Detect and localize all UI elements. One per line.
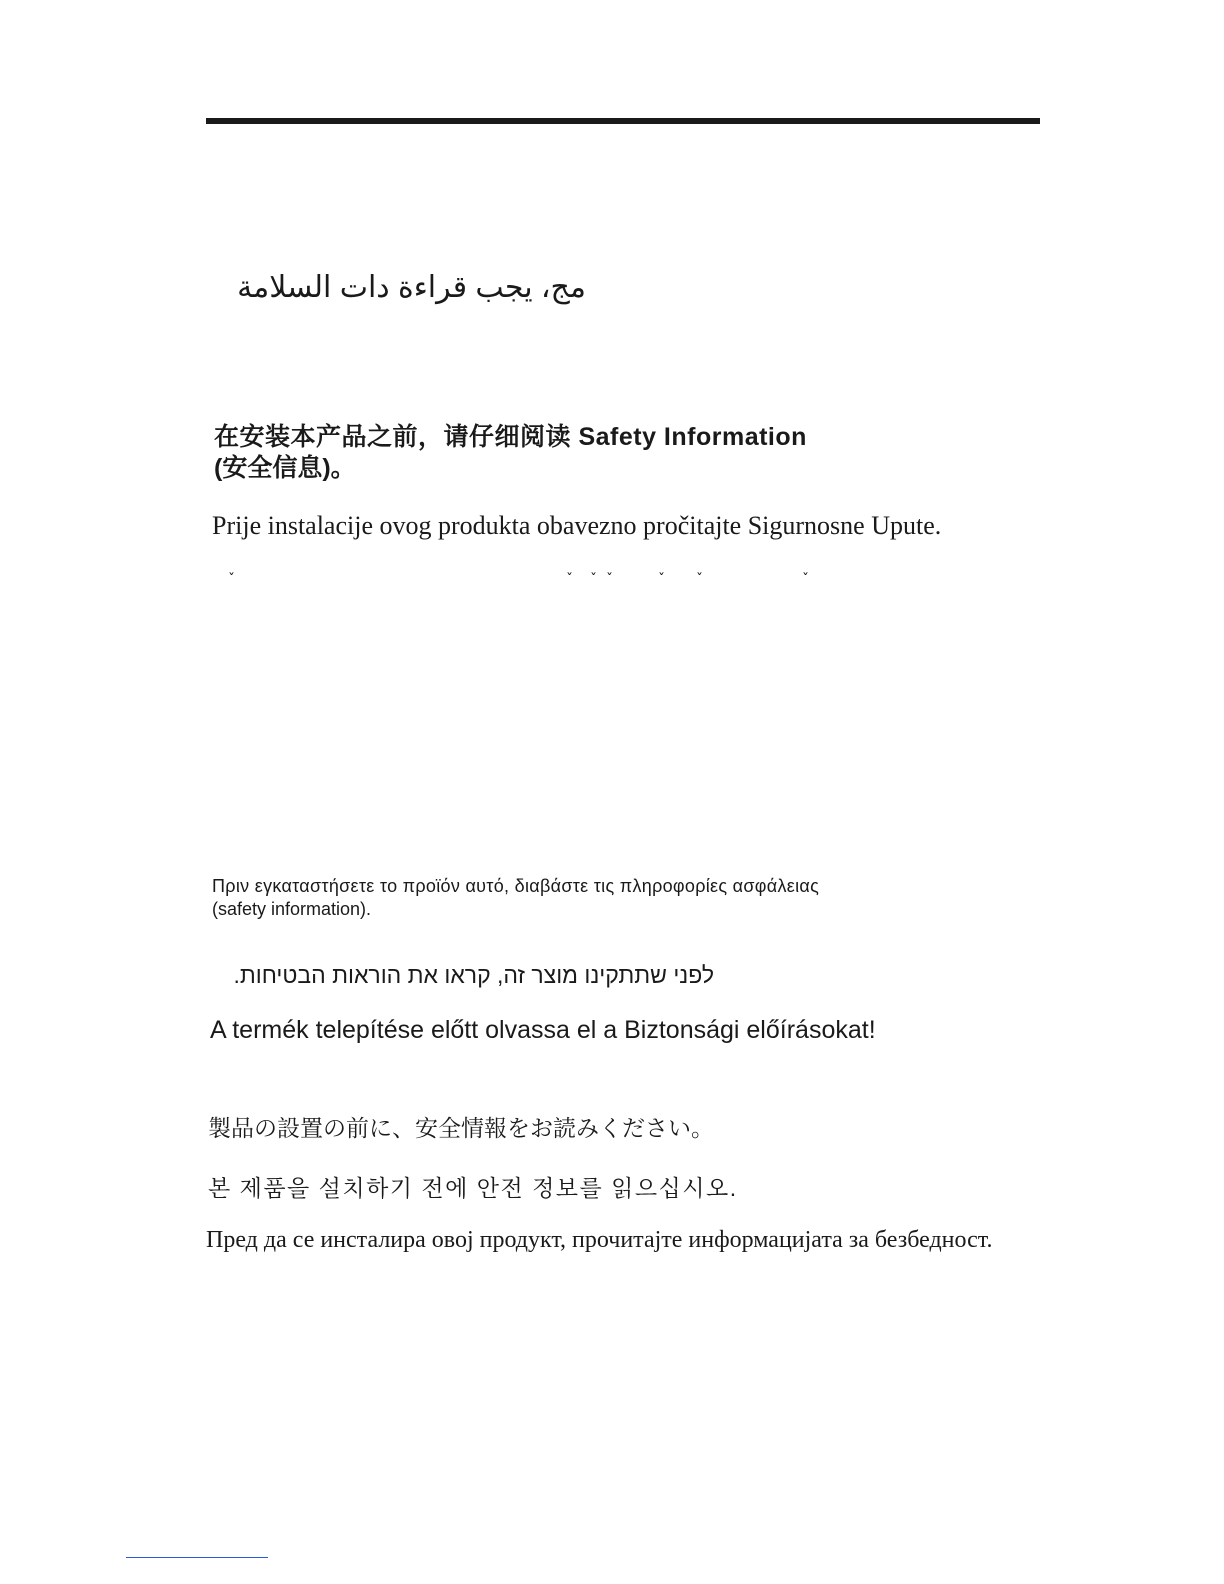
top-rule <box>206 118 1040 124</box>
caron-mark: ˇ <box>228 572 235 588</box>
hebrew-notice: לפני שתתקינו מוצר זה, קראו את הוראות הבטיחות. <box>233 962 714 988</box>
greek-notice-line1: Πριν εγκαταστήσετε το προϊόν αυτό, διαβάστε τις πληροφορίες ασφάλειας <box>212 876 820 896</box>
footnote-rule <box>126 1557 268 1558</box>
chinese-notice-line1: 在安装本产品之前，请仔细阅读 Safety Information <box>214 423 807 451</box>
caron-mark: ˇ <box>566 572 573 588</box>
caron-mark: ˇ <box>606 572 613 588</box>
chinese-notice-line2: (安全信息)。 <box>214 454 356 482</box>
croatian-notice: Prije instalacije ovog produkta obavezno pročitajte Sigurnosne Upute. <box>212 511 942 540</box>
japanese-notice: 製品の設置の前に、安全情報をお読みください。 <box>208 1115 714 1141</box>
caron-mark: ˇ <box>658 572 665 588</box>
greek-notice-line2: (safety information). <box>212 899 372 919</box>
korean-notice: 본 제품을 설치하기 전에 안전 정보를 읽으십시오. <box>208 1175 738 1201</box>
caron-marks-row <box>206 572 826 592</box>
macedonian-notice: Пред да се инсталира овој продукт, прочитајте информацијата за безбедност. <box>206 1227 993 1253</box>
caron-mark: ˇ <box>590 572 597 588</box>
caron-mark: ˇ <box>696 572 703 588</box>
caron-mark: ˇ <box>802 572 809 588</box>
hungarian-notice: A termék telepítése előtt olvassa el a Biztonsági előírásokat! <box>210 1016 876 1044</box>
arabic-notice: مج، يجب قراءة دات السلامة <box>237 271 586 304</box>
